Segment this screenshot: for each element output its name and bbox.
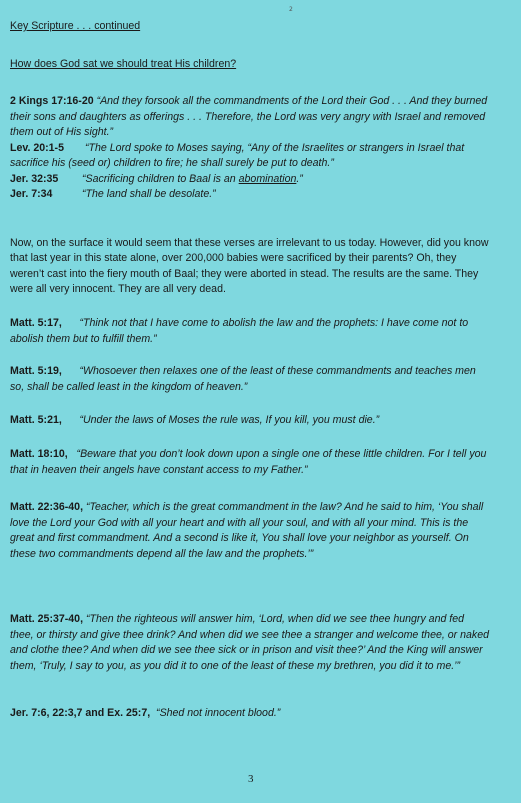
verse-matt-18-10 <box>10 447 490 478</box>
page-number: 3 <box>248 773 254 785</box>
verse-reference: Matt. 25:37-40, <box>10 613 84 625</box>
verse-text: “Under the laws of Moses the rule was, If you kill, you must die.” <box>79 414 380 426</box>
verse-matt-5-19 <box>10 364 490 395</box>
kings-verse <box>10 94 490 141</box>
verse-text: “The land shall be desolate.” <box>82 188 216 200</box>
verse-text: “And they forsook all the commandments of the Lord their God . . . And they burned their sons and daughters as offerings . . . Therefore, the Lord was very angry with Israel and removed them out of His sight.” <box>10 95 488 138</box>
verse-reference: Jer. 32:35 <box>10 172 59 185</box>
verse-reference: Matt. 18:10, <box>10 448 68 460</box>
verse-text-part: .” <box>296 172 303 185</box>
verse-text <box>82 173 303 185</box>
verse-text-part: “Sacrificing children to Baal is an <box>82 172 239 185</box>
top-page-mark: 2 <box>289 6 293 13</box>
verse-text: “Then the righteous will answer him, ‘Lord, when did we see thee hungry and fed thee, or thirsty and give thee drink? And when did we see thee a stranger and welcome thee, or naked and clothe thee? And when did we see thee sick or in prison and visit thee?’ And the King will answer them, ‘Truly, I say to you, as you did it to one of the least of these my brethren, you did it to me.’” <box>10 613 489 672</box>
document-page <box>10 0 490 803</box>
key-scripture-heading: Key Scripture . . . continued <box>10 20 141 32</box>
verse-shed-not <box>10 706 490 722</box>
verse-reference: Matt. 22:36-40, <box>10 501 84 513</box>
verse-matt-25-37 <box>10 612 490 674</box>
question-heading: How does God sat we should treat His children? <box>10 58 237 70</box>
verse-text: “The Lord spoke to Moses saying, “Any of the Israelites or strangers in Israel that sacrifice his (seed or) children to fire; he shall surely be put to death.” <box>10 141 465 169</box>
verse-text: “Whosoever then relaxes one of the least of these commandments and teaches men so, shall be called least in the kingdom of heaven.” <box>10 365 476 393</box>
lev-verse <box>10 141 490 172</box>
underlined-word: abomination <box>238 172 297 185</box>
verse-reference: Jer. 7:6, 22:3,7 and Ex. 25:7, <box>10 707 151 719</box>
verse-reference: Lev. 20:1-5 <box>10 141 64 154</box>
verse-reference: Jer. 7:34 <box>10 188 53 200</box>
verse-text: “Beware that you don’t look down upon a single one of these little children. For I tell you that in heaven their angels have constant access to my Father.” <box>10 448 487 476</box>
verse-reference: Matt. 5:21, <box>10 414 62 426</box>
verse-text: “Teacher, which is the great commandment in the law? And he said to him, ‘You shall love the Lord your God with all your heart and with all your soul, and with all your mind. This is the great and first commandment. And a second is like it, You shall love your neighbor as yourself. On these two commandments depend all the law and the prophets.’” <box>10 501 484 560</box>
verse-reference: 2 Kings 17:16-20 <box>10 95 94 107</box>
verse-reference: Matt. 5:19, <box>10 365 62 377</box>
jer-7-verse <box>10 187 490 203</box>
jer-32-verse <box>10 172 490 188</box>
verse-text: “Think not that I have come to abolish the law and the prophets: I have come not to abolish them but to fulfill them.” <box>10 317 469 345</box>
verse-matt-22-36 <box>10 500 490 562</box>
verse-matt-5-17 <box>10 316 490 347</box>
verse-reference: Matt. 5:17, <box>10 317 62 329</box>
old-testament-verses <box>10 94 490 203</box>
verse-matt-5-21 <box>10 413 490 429</box>
commentary-paragraph: Now, on the surface it would seem that these verses are irrelevant to us today. However, did you know that last year in this state alone, over 200,000 babies were sacrificed by their parents? Oh, they weren’t cast into the fiery mouth of Baal; they were aborted in stead. The results are the same. They were all very innocent. They are all very dead. <box>10 237 489 296</box>
verse-text: “Shed not innocent blood.” <box>156 707 281 719</box>
